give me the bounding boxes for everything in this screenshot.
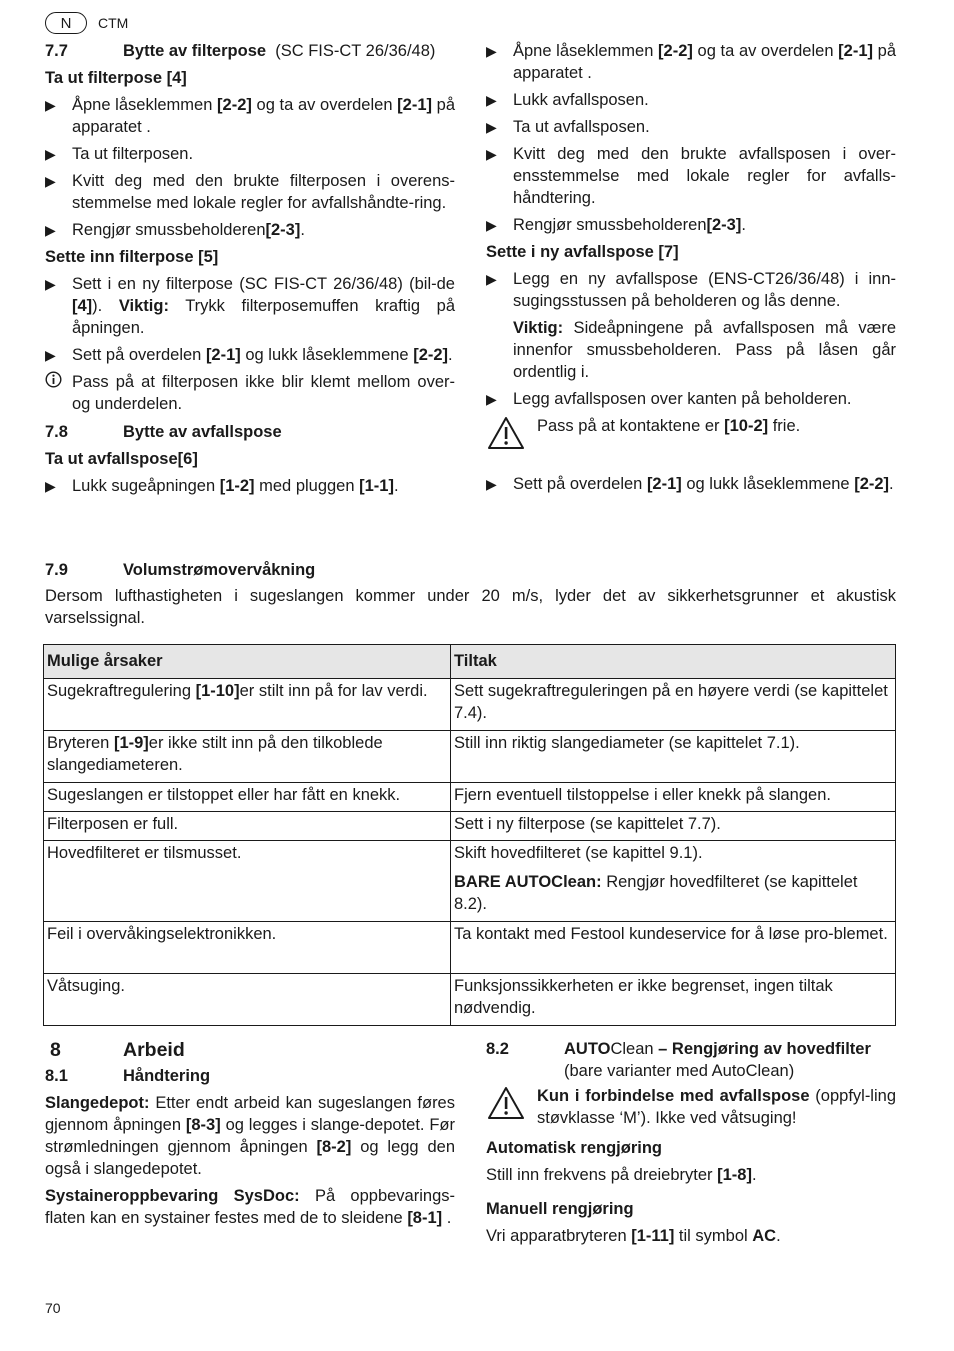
step-item: ▶ Lukk sugeåpningen [1-2] med pluggen [1-1]. [45, 477, 399, 495]
table-row: Feil i overvåkingselektronikken. Ta kontakt med Festool kundeservice for å løse pro-blemet. [44, 922, 896, 974]
info-note: Pass på at filterposen ikke blir klemt mellom over- og underdelen. [45, 371, 455, 415]
automatic-cleaning-text: Still inn frekvens på dreiebryter [1-8]. [486, 1166, 757, 1184]
model-name: CTM [98, 15, 129, 31]
right-column [486, 40, 896, 500]
subheading-insert-filterbag: Sette inn filterpose [5] [45, 248, 219, 266]
step-item: ▶ Sett på overdelen [2-1] og lukk låseklemmene [2-2]. [486, 475, 894, 493]
important-note: Viktig: Sideåpningene på avfallsposen må være innenfor smussbeholderen. Pass på låsen går ordentlig i. [513, 319, 896, 381]
triangle-bullet-icon: ▶ [45, 97, 56, 113]
step-item: ▶ Rengjør smussbeholderen[2-3]. [486, 216, 746, 234]
step-item: ▶ Åpne låseklemmen [2-2] og ta av overdelen [2-1] på apparatet . [486, 42, 897, 82]
triangle-bullet-icon: ▶ [486, 92, 497, 108]
triangle-bullet-icon: ▶ [486, 146, 497, 162]
section-7-9-heading: 7.9 Volumstrømovervåkning [45, 561, 316, 579]
step-item: ▶ Sett i en ny filterpose (SC FIS-CT 26/36/48) (bil-de [4]). Viktig: Trykk filterposemuffen kraftig på åpningen. [45, 275, 455, 337]
table-row: Sugekraftregulering [1-10]er stilt inn på for lav verdi. Sett sugekraftreguleringen på en høyere verdi (se kapittelet 7.4). [44, 679, 896, 731]
subheading-remove-wastebag: Ta ut avfallspose[6] [45, 450, 198, 468]
triangle-bullet-icon: ▶ [486, 476, 497, 492]
step-item: ▶ Legg en ny avfallspose (ENS-CT26/36/48) i inn-sugingsstussen på beholderen og lås denne. [486, 270, 896, 310]
warning-triangle-icon [486, 415, 537, 465]
column-header: Mulige årsaker [44, 645, 451, 679]
subheading-remove-filterbag: Ta ut filterpose [4] [45, 69, 187, 87]
step-item: ▶ Rengjør smussbeholderen[2-3]. [45, 221, 305, 239]
language-badge: N [45, 12, 87, 34]
page-number: 70 [45, 1300, 61, 1316]
step-item: ▶ Åpne låseklemmen [2-2] og ta av overdelen [2-1] på apparatet . [45, 96, 456, 136]
hose-depot-paragraph: Slangedepot: Etter endt arbeid kan sugeslangen føres gjennom åpningen [8-3] og legges i slange-depotet. Før strømledningen gjennom åpningen [8-2] og legg den også i slangedepotet. [45, 1094, 455, 1178]
systainer-paragraph: Systaineroppbevaring SysDoc: På oppbevarings-flaten kan en systainer festes med de to sleidene [8-1] . [45, 1187, 455, 1227]
triangle-bullet-icon: ▶ [45, 347, 56, 363]
table-row: Sugeslangen er tilstoppet eller har fått en knekk. Fjern eventuell tilstoppelse i eller knekk på slangen. [44, 783, 896, 812]
step-item: ▶ Ta ut filterposen. [45, 145, 194, 163]
step-item: ▶ Kvitt deg med den brukte avfallsposen i over-ensstemmelse med lokale regler for avfalls-håndtering. [486, 145, 896, 207]
step-item: ▶ Ta ut avfallsposen. [486, 118, 650, 136]
chapter-8-heading: 8 Arbeid [50, 1039, 185, 1061]
triangle-bullet-icon: ▶ [486, 43, 497, 59]
triangle-bullet-icon: ▶ [45, 276, 56, 292]
table-row: Hovedfilteret er tilsmusset. Skift hovedfilteret (se kapittel 9.1). BARE AUTOClean: Rengjør hovedfilteret (se kapittelet 8.2). [44, 841, 896, 922]
section-8-2-note: (bare varianter med AutoClean) [564, 1062, 795, 1080]
step-item: ▶ Kvitt deg med den brukte filterposen i overens-stemmelse med lokale regler for avfallshåndte-ring. [45, 172, 455, 212]
triangle-bullet-icon: ▶ [45, 478, 56, 494]
triangle-bullet-icon: ▶ [486, 271, 497, 287]
triangle-bullet-icon: ▶ [486, 391, 497, 407]
column-header: Tiltak [451, 645, 896, 679]
troubleshooting-table [43, 644, 896, 1026]
step-item: ▶ Sett på overdelen [2-1] og lukk låseklemmene [2-2]. [45, 346, 453, 364]
manual-cleaning-text: Vri apparatbryteren [1-11] til symbol AC. [486, 1227, 781, 1245]
warning-note: Kun i forbindelse med avfallspose (oppfyl-ling støvklasse ‘M’). Ikke ved våtsuging! [486, 1085, 896, 1129]
subheading-insert-wastebag: Sette i ny avfallspose [7] [486, 243, 679, 261]
left-column-bottom [45, 1037, 455, 1234]
triangle-bullet-icon: ▶ [45, 222, 56, 238]
table-row: Våtsuging. Funksjonssikkerheten er ikke begrenset, ingen tiltak nødvendig. [44, 974, 896, 1026]
section-8-1-heading: 8.1 Håndtering [45, 1067, 211, 1085]
triangle-bullet-icon: ▶ [486, 119, 497, 135]
info-icon [45, 371, 72, 415]
table-header-row [44, 645, 896, 679]
section-7-8-heading: 7.8 Bytte av avfallspose [45, 423, 282, 441]
warning-triangle-icon [486, 1085, 537, 1129]
table-row: Bryteren [1-9]er ikke stilt inn på den tilkoblede slangediameteren. Still inn riktig slangediameter (se kapittelet 7.1). [44, 731, 896, 783]
table-row: Filterposen er full. Sett i ny filterpose (se kapittelet 7.7). [44, 812, 896, 841]
step-item: ▶ Lukk avfallsposen. [486, 91, 649, 109]
subheading-automatic-cleaning: Automatisk rengjøring [486, 1139, 663, 1157]
right-column-bottom [486, 1038, 896, 1252]
left-column [45, 40, 455, 502]
section-8-2-heading: 8.2 AUTOClean – Rengjøring av hovedfilter [486, 1040, 871, 1058]
warning-note: Pass på at kontaktene er [10-2] frie. [486, 415, 896, 465]
section-7-9-intro: Dersom lufthastigheten i sugeslangen kommer under 20 m/s, lyder det av sikkerhetsgrunner et akustisk varselssignal. [45, 587, 896, 627]
step-item: ▶ Legg avfallsposen over kanten på beholderen. [486, 390, 852, 408]
triangle-bullet-icon: ▶ [486, 217, 497, 233]
subheading-manual-cleaning: Manuell rengjøring [486, 1200, 634, 1218]
triangle-bullet-icon: ▶ [45, 173, 56, 189]
triangle-bullet-icon: ▶ [45, 146, 56, 162]
section-7-7-heading: 7.7 Bytte av filterpose (SC FIS-CT 26/36/48) [45, 42, 436, 60]
